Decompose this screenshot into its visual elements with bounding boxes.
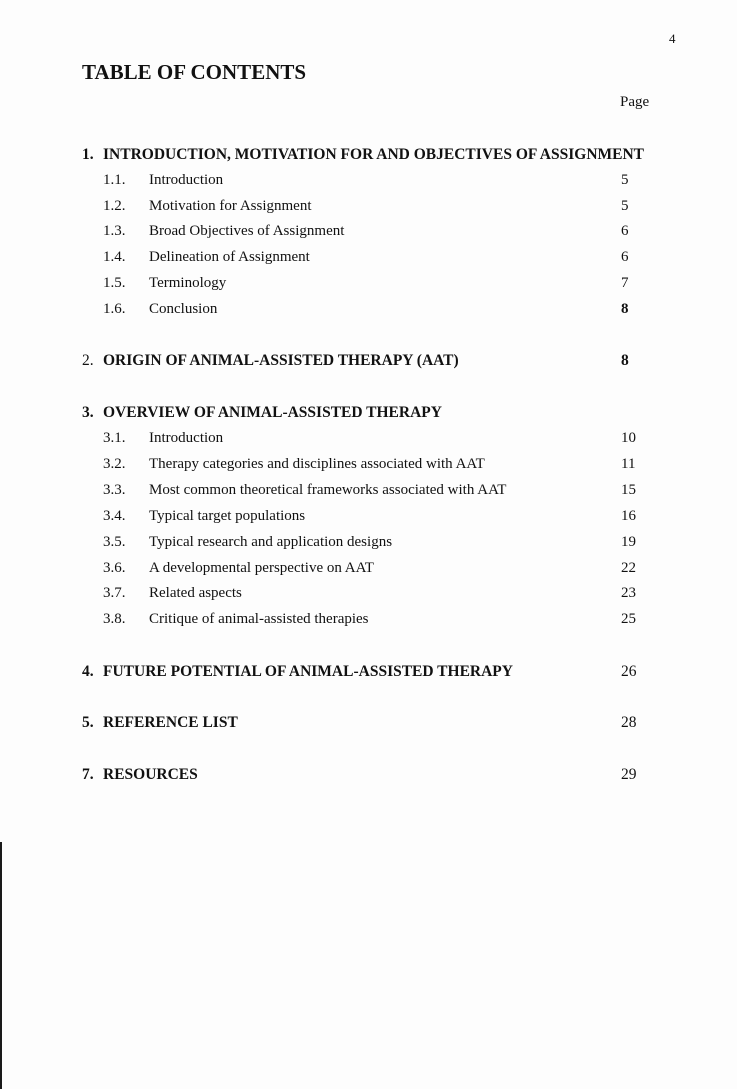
page-number: 4: [669, 31, 676, 46]
entry-number: 3.1.: [103, 430, 126, 446]
entry-number: 3.5.: [103, 534, 126, 550]
entry-number: 1.5.: [103, 275, 126, 291]
scan-margin-line: [0, 842, 2, 1089]
section-title: INTRODUCTION, MOTIVATION FOR AND OBJECTIVES OF ASSIGNMENT: [103, 146, 645, 163]
section-page: 29: [621, 766, 637, 783]
entry-number: 1.3.: [103, 223, 126, 239]
section-page: 28: [621, 714, 637, 731]
entry-title: Terminology: [149, 275, 227, 291]
entry-title: Typical research and application designs: [149, 534, 393, 550]
section-title: OVERVIEW OF ANIMAL-ASSISTED THERAPY: [103, 404, 442, 421]
entry-title: A developmental perspective on AAT: [149, 560, 374, 576]
section-title: ORIGIN OF ANIMAL-ASSISTED THERAPY (AAT): [103, 352, 459, 369]
entry-title: Most common theoretical frameworks associated with AAT: [149, 482, 507, 498]
section-title: REFERENCE LIST: [103, 714, 238, 731]
entry-title: Motivation for Assignment: [149, 198, 312, 214]
entry-title: Related aspects: [149, 585, 242, 601]
entry-title: Introduction: [149, 172, 224, 188]
entry-number: 1.2.: [103, 198, 126, 214]
section-number: 7.: [82, 766, 94, 783]
page-title: TABLE OF CONTENTS: [82, 60, 307, 84]
section-number: 2.: [82, 352, 94, 369]
section-title: FUTURE POTENTIAL OF ANIMAL-ASSISTED THERAPY: [103, 663, 513, 680]
page-column-header: Page: [620, 94, 650, 110]
entry-title: Critique of animal-assisted therapies: [149, 611, 369, 627]
entry-title: Delineation of Assignment: [149, 249, 310, 265]
entry-number: 1.1.: [103, 172, 126, 188]
entry-page: 6: [621, 249, 629, 265]
entry-title: Conclusion: [149, 301, 218, 317]
entry-page: 5: [621, 172, 629, 188]
section-number: 4.: [82, 663, 94, 680]
entry-title: Therapy categories and disciplines associated with AAT: [149, 456, 485, 472]
section-page: 8: [621, 352, 629, 369]
entry-page: 6: [621, 223, 629, 239]
entry-number: 3.4.: [103, 508, 126, 524]
entry-number: 3.8.: [103, 611, 126, 627]
section-number: 1.: [82, 146, 94, 163]
entry-page: 23: [621, 585, 636, 601]
entry-page: 7: [621, 275, 629, 291]
entry-page: 15: [621, 482, 636, 498]
entry-page: 25: [621, 611, 636, 627]
section-number: 5.: [82, 714, 94, 731]
entry-page: 22: [621, 560, 636, 576]
entry-number: 3.6.: [103, 560, 126, 576]
section-number: 3.: [82, 404, 94, 421]
entry-number: 3.7.: [103, 585, 126, 601]
entry-title: Broad Objectives of Assignment: [149, 223, 345, 239]
entry-number: 1.6.: [103, 301, 126, 317]
entry-page: 5: [621, 198, 629, 214]
entry-page: 16: [621, 508, 636, 524]
section-title: RESOURCES: [103, 766, 198, 783]
entry-number: 3.3.: [103, 482, 126, 498]
section-page: 26: [621, 663, 637, 680]
entry-page: 10: [621, 430, 636, 446]
entry-page: 11: [621, 456, 636, 472]
entry-page: 19: [621, 534, 636, 550]
entry-number: 1.4.: [103, 249, 126, 265]
entry-page: 8: [621, 301, 629, 317]
entry-number: 3.2.: [103, 456, 126, 472]
entry-title: Typical target populations: [149, 508, 306, 524]
entry-title: Introduction: [149, 430, 224, 446]
